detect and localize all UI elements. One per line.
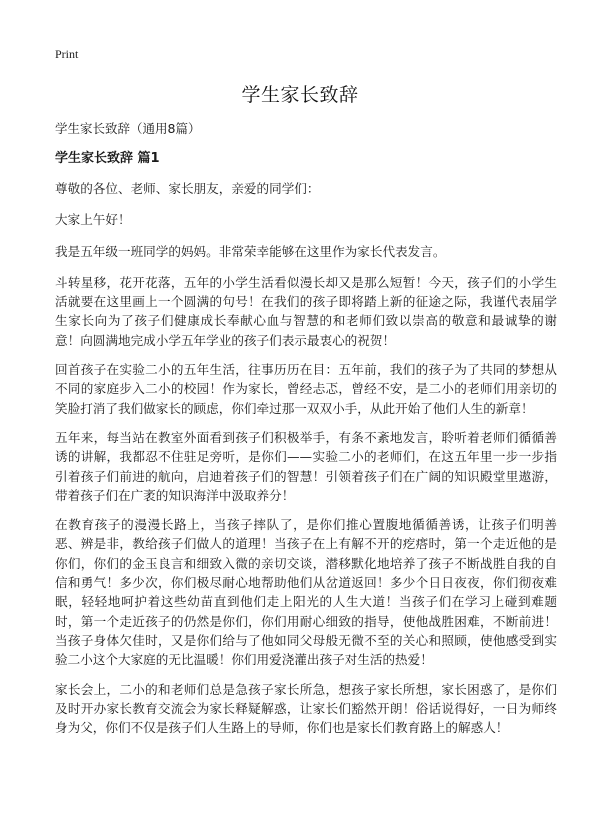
document-body	[55, 120, 557, 747]
paragraph-body: 家长会上，二小的和老师们总是急孩子家长所急，想孩子家长所想，家长困惑了，是你们及时开办家长教育交流会为家长释疑解惑，让家长们豁然开朗！俗话说得好，一日为师终身为父，你们不仅是孩子们人生路上的导师，你们也是家长们教育路上的解惑人！	[55, 681, 557, 736]
paragraph-greeting: 尊敬的各位、老师、家长朋友，亲爱的同学们：	[55, 181, 320, 196]
paragraph-body: 五年来，每当站在教室外面看到孩子们积极举手，有条不紊地发言，聆听着老师们循循善诱的讲解，我都忍不住驻足旁听，是你们——实验二小的老师们，在这五年里一步一步指引着孩子们前进的航向，启迪着孩子们的智慧！引领着孩子们在广阔的知识殿堂里遨游，带着孩子们在广袤的知识海洋中汲取养分！	[55, 429, 557, 503]
paragraph-body: 斗转星移，花开花落，五年的小学生活看似漫长却又是那么短暂！今天，孩子们的小学生活就要在这里画上一个圆满的句号！在我们的孩子即将踏上新的征途之际，我谨代表届学生家长向为了孩子们健康成长奉献心血与智慧的和老师们致以崇高的敬意和最诚挚的谢意！向圆满地完成小学五年学业的孩子们表示最衷心的祝贺！	[55, 274, 557, 348]
page-title: 学生家长致辞	[241, 84, 359, 106]
paragraph-hello: 大家上午好！	[55, 212, 131, 228]
section-heading: 学生家长致辞 篇1	[55, 151, 160, 166]
paragraph-body: 在教育孩子的漫漫长路上，当孩子摔队了，是你们推心置腹地循循善诱，让孩子们明善恶、辨是非，教给孩子们做人的道理！当孩子在上有解不开的疙瘩时，第一个走近他的是你们，你们的金玉良言和细致入微的亲切交谈，潜移默化地培养了孩子不断战胜自我的自信和勇气！多少次，你们极尽耐心地帮助他们从岔道返回！多少个日日夜夜，你们彻夜难眠，轻轻地呵护着这些幼苗直到他们走上阳光的人生大道！当孩子们在学习上碰到难题时，第一个走近孩子的仍然是你们，你们用耐心细致的指导，使他战胜困难，不断前进！当孩子身体欠佳时，又是你们给与了他如同父母般无微不至的关心和照顾，使他感受到实验二小这个大家庭的无比温暖！你们用爱浇灌出孩子对生活的热爱！	[55, 517, 557, 668]
document-subtitle: 学生家长致辞（通用8篇）	[55, 121, 201, 136]
paragraph-intro: 我是五年级一班同学的妈妈。非常荣幸能够在这里作为家长代表发言。	[55, 243, 446, 259]
paragraph-body: 回首孩子在实验二小的五年生活，往事历历在目：五年前，我们的孩子为了共同的梦想从不同的家庭步入二小的校园！作为家长，曾经忐忑，曾经不安，是二小的老师们用亲切的笑脸打消了我们做家长的顾虑，你们牵过那一双双小手，从此开始了他们人生的新章！	[55, 362, 557, 416]
print-label[interactable]: Print	[55, 47, 79, 61]
